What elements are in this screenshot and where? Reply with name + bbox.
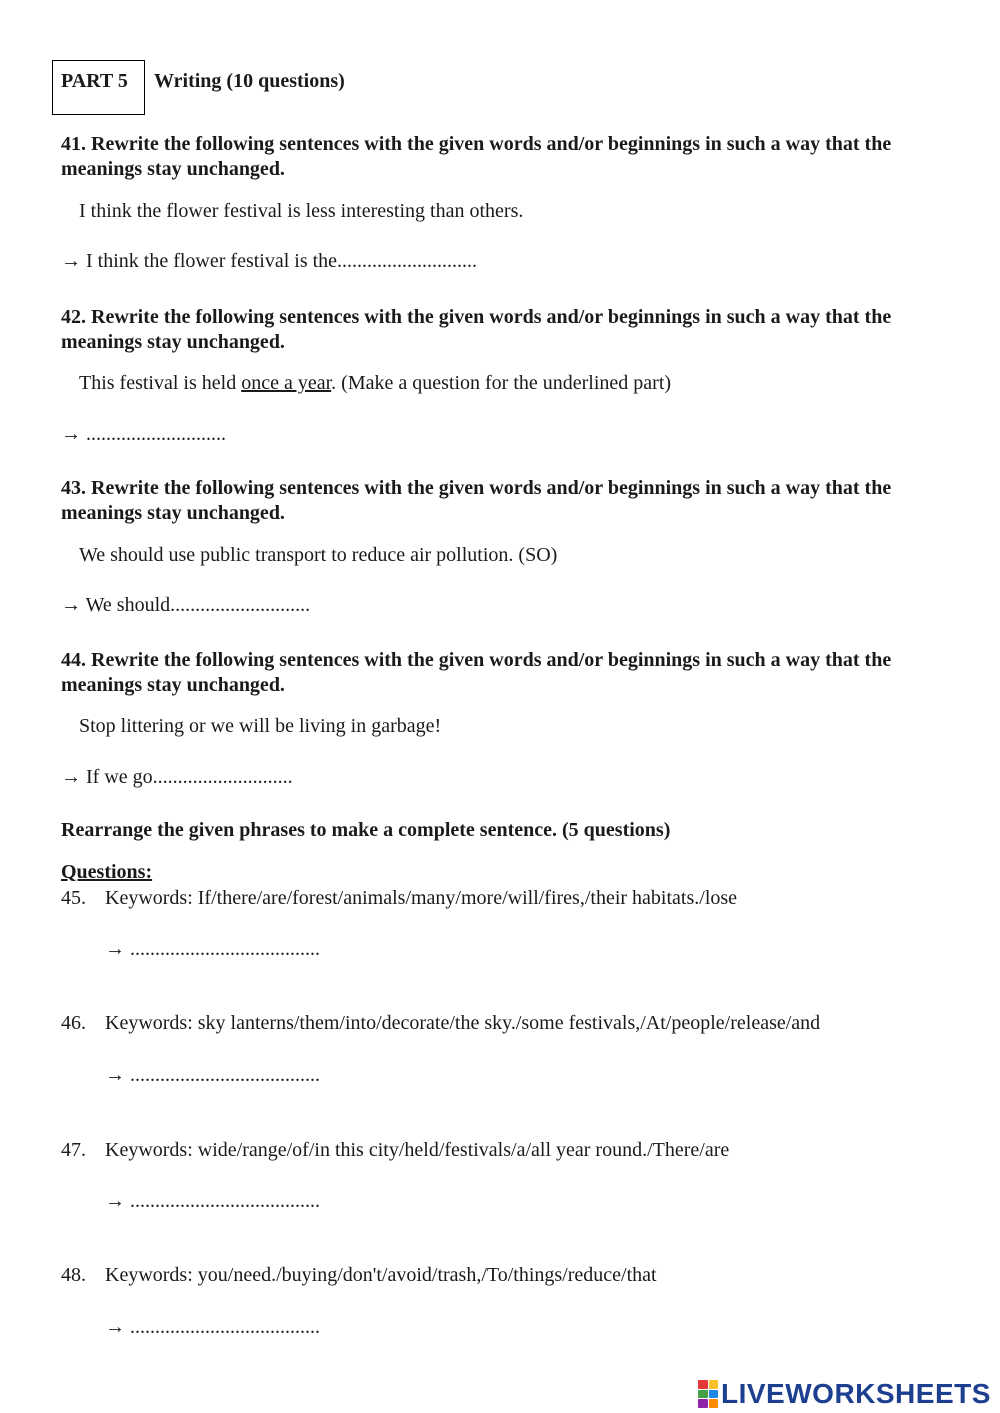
question-45-number: 45. bbox=[61, 887, 86, 909]
rearrange-section-title: Rearrange the given phrases to make a complete sentence. (5 questions) bbox=[61, 819, 671, 841]
question-45-answer-line[interactable]: → ...................................... bbox=[105, 938, 320, 960]
questions-heading: Questions: bbox=[61, 861, 153, 883]
question-48-answer-line[interactable]: → ...................................... bbox=[105, 1316, 320, 1338]
question-44-instruction: 44. Rewrite the following sentences with the given words and/or beginnings in such a way that the meanings stay unchanged. bbox=[61, 649, 892, 696]
question-43-sentence: We should use public transport to reduce air pollution. (SO) bbox=[79, 544, 558, 566]
question-47-keywords: Keywords: wide/range/of/in this city/held/festivals/a/all year round./There/are bbox=[105, 1139, 730, 1161]
question-46-number: 46. bbox=[61, 1012, 86, 1034]
question-48-keywords: Keywords: you/need./buying/don't/avoid/trash,/To/things/reduce/that bbox=[105, 1264, 657, 1286]
question-42-instruction: 42. Rewrite the following sentences with the given words and/or beginnings in such a way that the meanings stay unchanged. bbox=[61, 306, 892, 353]
liveworksheets-logo-text: LIVEWORKSHEETS bbox=[721, 1378, 991, 1409]
question-44-sentence: Stop littering or we will be living in garbage! bbox=[79, 715, 442, 737]
question-44-answer-line[interactable]: → If we go............................ bbox=[61, 766, 293, 788]
question-43-instruction: 43. Rewrite the following sentences with the given words and/or beginnings in such a way that the meanings stay unchanged. bbox=[61, 477, 892, 524]
question-41-answer-line[interactable]: → I think the flower festival is the............................ bbox=[61, 250, 478, 272]
question-42-sentence bbox=[79, 371, 671, 396]
question-42-answer-line[interactable]: → ............................ bbox=[61, 423, 226, 445]
question-46-answer-line[interactable]: → ...................................... bbox=[105, 1064, 320, 1086]
question-47-number: 47. bbox=[61, 1139, 86, 1161]
question-41-instruction: 41. Rewrite the following sentences with the given words and/or beginnings in such a way that the meanings stay unchanged. bbox=[61, 133, 892, 180]
part-title: Writing (10 questions) bbox=[154, 70, 345, 92]
question-41-sentence: I think the flower festival is less interesting than others. bbox=[79, 200, 524, 222]
sentence-text: This festival is held bbox=[79, 372, 242, 394]
liveworksheets-logo bbox=[698, 1377, 991, 1411]
sentence-text: . (Make a question for the underlined part) bbox=[331, 372, 672, 394]
question-47-answer-line[interactable]: → ...................................... bbox=[105, 1190, 320, 1212]
liveworksheets-logo-icon bbox=[698, 1380, 718, 1408]
question-46-keywords: Keywords: sky lanterns/them/into/decorate/the sky./some festivals,/At/people/release/and bbox=[105, 1012, 821, 1034]
question-43-answer-line[interactable]: → We should............................ bbox=[61, 594, 311, 616]
underlined-part: once a year bbox=[241, 372, 332, 394]
part-label: PART 5 bbox=[61, 70, 128, 92]
question-45-keywords: Keywords: If/there/are/forest/animals/many/more/will/fires,/their habitats./lose bbox=[105, 887, 738, 909]
question-48-number: 48. bbox=[61, 1264, 86, 1286]
